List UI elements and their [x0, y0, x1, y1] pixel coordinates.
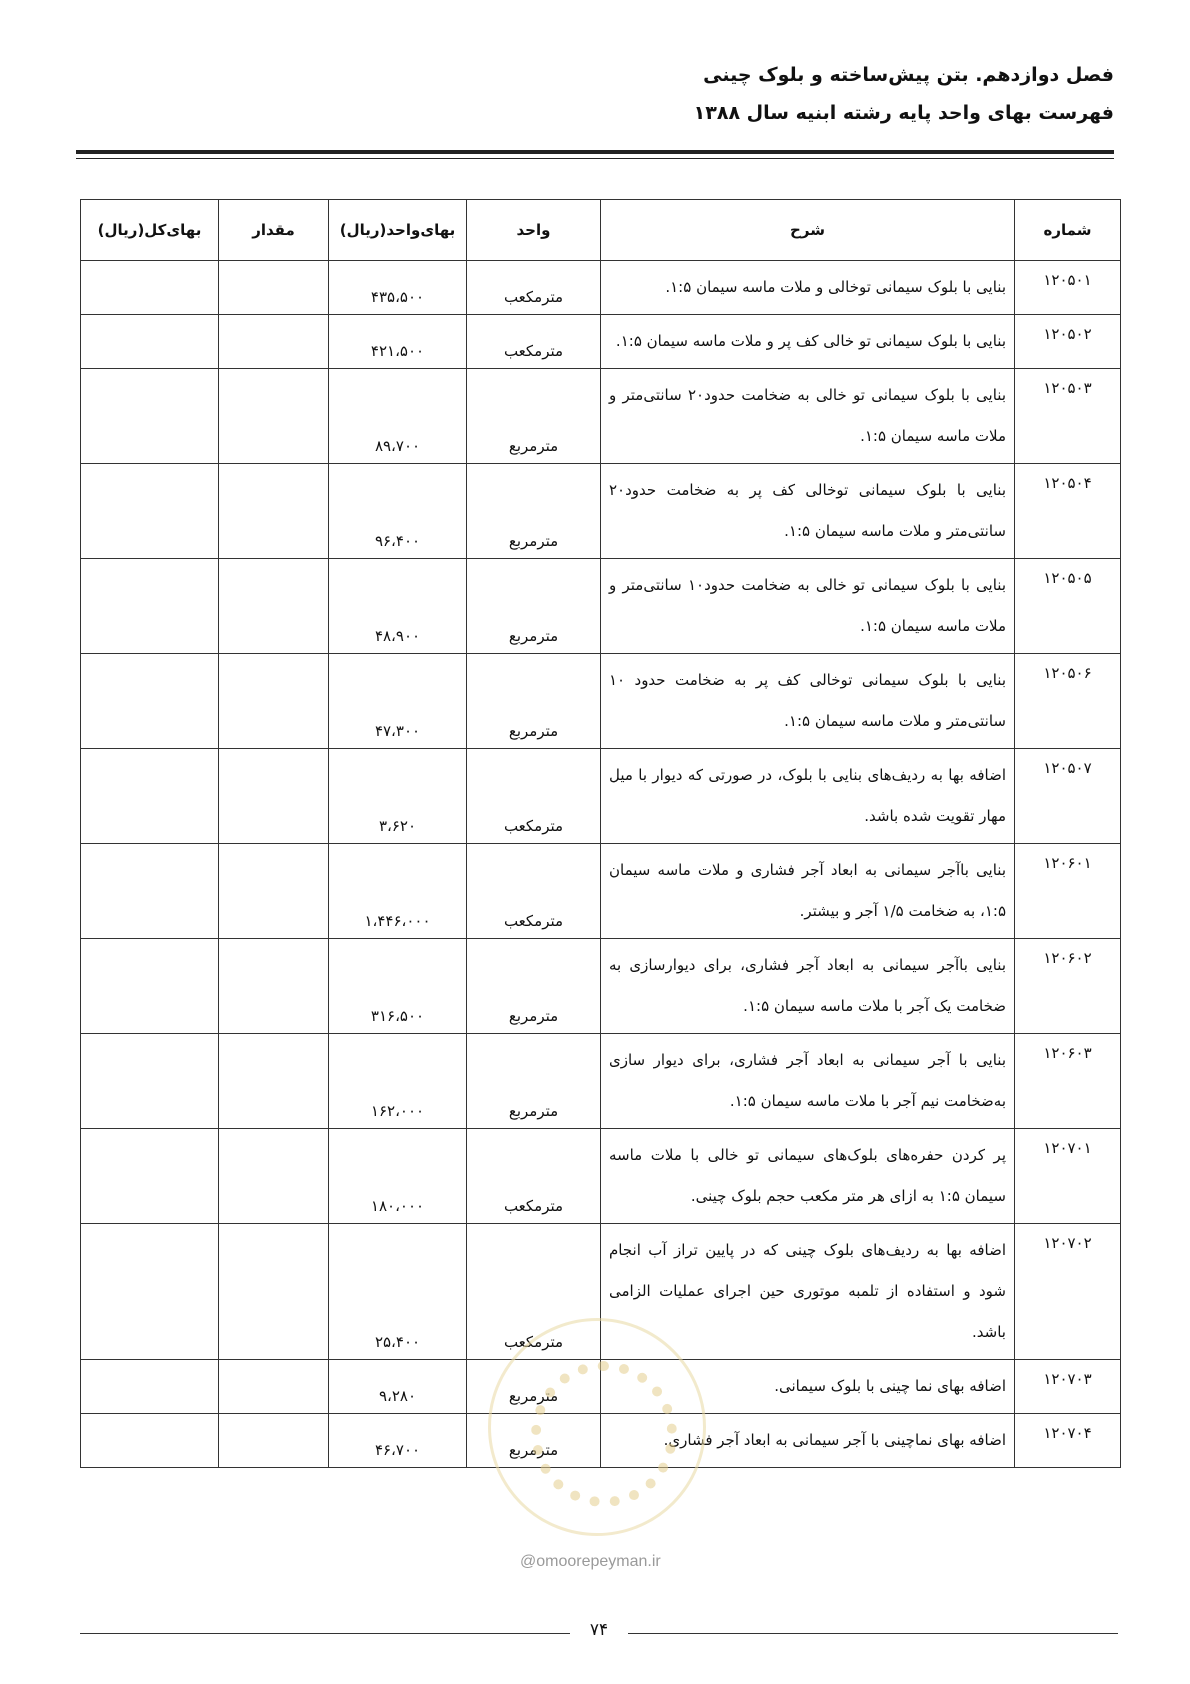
page-number: ۷۴: [589, 1620, 609, 1640]
item-unit: مترمکعب: [467, 261, 601, 315]
table-row: [81, 261, 1121, 315]
item-unit-price: ۲۵،۴۰۰: [329, 1224, 467, 1360]
item-total: [81, 1224, 219, 1360]
item-unit-price: ۴۳۵،۵۰۰: [329, 261, 467, 315]
item-description: اضافه بهای نما چینی با بلوک سیمانی.: [601, 1360, 1015, 1414]
table-row: [81, 1034, 1121, 1129]
table-row: [81, 369, 1121, 464]
item-total: [81, 749, 219, 844]
item-quantity: [219, 1360, 329, 1414]
item-description: بنایی با بلوک سیمانی توخالی کف پر به ضخامت حدود۲۰ سانتی‌متر و ملات ماسه سیمان ۱:۵.: [601, 464, 1015, 559]
item-quantity: [219, 261, 329, 315]
item-quantity: [219, 749, 329, 844]
item-total: [81, 1414, 219, 1468]
table-row: [81, 654, 1121, 749]
item-unit: مترمکعب: [467, 315, 601, 369]
item-code: ۱۲۰۵۰۱: [1015, 261, 1121, 315]
item-unit-price: ۴۷،۳۰۰: [329, 654, 467, 749]
item-unit: مترمکعب: [467, 1224, 601, 1360]
item-description: بنایی با بلوک سیمانی توخالی کف پر به ضخامت حدود ۱۰ سانتی‌متر و ملات ماسه سیمان ۱:۵.: [601, 654, 1015, 749]
item-quantity: [219, 939, 329, 1034]
item-unit-price: ۱،۴۴۶،۰۰۰: [329, 844, 467, 939]
item-total: [81, 1360, 219, 1414]
item-unit-price: ۹،۲۸۰: [329, 1360, 467, 1414]
item-description: بنایی با بلوک سیمانی توخالی و ملات ماسه سیمان ۱:۵.: [601, 261, 1015, 315]
table-row: [81, 939, 1121, 1034]
item-total: [81, 369, 219, 464]
item-description: بنایی با بلوک سیمانی تو خالی به ضخامت حدود۱۰ سانتی‌متر و ملات ماسه سیمان ۱:۵.: [601, 559, 1015, 654]
footer-rule-left: [80, 1633, 570, 1634]
item-description: بنایی باآجر سیمانی به ابعاد آجر فشاری، برای دیوارسازی به ضخامت یک آجر با ملات ماسه سیمان ۱:۵.: [601, 939, 1015, 1034]
item-quantity: [219, 844, 329, 939]
item-quantity: [219, 464, 329, 559]
item-description: پر کردن حفره‌های بلوک‌های سیمانی تو خالی با ملات ماسه سیمان ۱:۵ به ازای هر متر مکعب حجم بلوک چینی.: [601, 1129, 1015, 1224]
item-total: [81, 559, 219, 654]
item-unit-price: ۱۶۲،۰۰۰: [329, 1034, 467, 1129]
item-description: اضافه بها به ردیف‌های بنایی با بلوک، در صورتی که دیوار با میل مهار تقویت شده باشد.: [601, 749, 1015, 844]
item-unit: مترمکعب: [467, 1129, 601, 1224]
watermark-site-text: @omoorepeyman.ir: [520, 1553, 661, 1570]
header-rule-thin: [76, 158, 1114, 159]
table-row: [81, 749, 1121, 844]
item-description: بنایی با آجر سیمانی به ابعاد آجر فشاری، برای دیوار سازی به‌ضخامت نیم آجر با ملات ماسه سیمان ۱:۵.: [601, 1034, 1015, 1129]
item-code: ۱۲۰۶۰۲: [1015, 939, 1121, 1034]
price-list-table: [80, 199, 1121, 1468]
item-unit: مترمربع: [467, 1360, 601, 1414]
item-description: اضافه بهای نماچینی با آجر سیمانی به ابعاد آجر فشاری.: [601, 1414, 1015, 1468]
item-code: ۱۲۰۷۰۴: [1015, 1414, 1121, 1468]
page-header: [76, 58, 1114, 136]
item-description: بنایی با بلوک سیمانی تو خالی به ضخامت حدود۲۰ سانتی‌متر و ملات ماسه سیمان ۱:۵.: [601, 369, 1015, 464]
item-quantity: [219, 1034, 329, 1129]
column-header-quantity: مقدار: [219, 200, 329, 261]
item-unit: مترمربع: [467, 559, 601, 654]
item-quantity: [219, 1129, 329, 1224]
column-header-total-price: بهای‌کل(ریال): [81, 200, 219, 261]
table-header-row: [81, 200, 1121, 261]
item-quantity: [219, 315, 329, 369]
item-total: [81, 844, 219, 939]
item-code: ۱۲۰۵۰۴: [1015, 464, 1121, 559]
table-row: [81, 1129, 1121, 1224]
item-unit: مترمکعب: [467, 844, 601, 939]
item-quantity: [219, 654, 329, 749]
column-header-unit: واحد: [467, 200, 601, 261]
item-unit-price: ۳،۶۲۰: [329, 749, 467, 844]
item-unit-price: ۴۸،۹۰۰: [329, 559, 467, 654]
item-unit: مترمربع: [467, 369, 601, 464]
item-description: بنایی با بلوک سیمانی تو خالی کف پر و ملات ماسه سیمان ۱:۵.: [601, 315, 1015, 369]
item-total: [81, 654, 219, 749]
item-code: ۱۲۰۵۰۶: [1015, 654, 1121, 749]
item-quantity: [219, 369, 329, 464]
item-description: اضافه بها به ردیف‌های بلوک چینی که در پایین تراز آب انجام شود و استفاده از تلمبه موتوری حین اجرای عملیات الزامی باشد.: [601, 1224, 1015, 1360]
item-total: [81, 261, 219, 315]
item-unit: مترمربع: [467, 464, 601, 559]
item-unit-price: ۸۹،۷۰۰: [329, 369, 467, 464]
item-code: ۱۲۰۵۰۵: [1015, 559, 1121, 654]
item-unit-price: ۴۶،۷۰۰: [329, 1414, 467, 1468]
item-code: ۱۲۰۷۰۱: [1015, 1129, 1121, 1224]
item-unit: مترمربع: [467, 1414, 601, 1468]
column-header-description: شرح: [601, 200, 1015, 261]
item-unit-price: ۱۸۰،۰۰۰: [329, 1129, 467, 1224]
item-code: ۱۲۰۷۰۳: [1015, 1360, 1121, 1414]
table-row: [81, 844, 1121, 939]
item-unit-price: ۹۶،۴۰۰: [329, 464, 467, 559]
item-quantity: [219, 1414, 329, 1468]
table-row: [81, 464, 1121, 559]
item-unit: مترمربع: [467, 939, 601, 1034]
footer-rule-right: [628, 1633, 1118, 1634]
item-code: ۱۲۰۶۰۱: [1015, 844, 1121, 939]
item-total: [81, 939, 219, 1034]
item-total: [81, 1129, 219, 1224]
item-code: ۱۲۰۵۰۳: [1015, 369, 1121, 464]
item-unit: مترمربع: [467, 1034, 601, 1129]
item-code: ۱۲۰۵۰۷: [1015, 749, 1121, 844]
item-total: [81, 464, 219, 559]
table-row: [81, 559, 1121, 654]
header-rule-thick: [76, 150, 1114, 154]
item-quantity: [219, 559, 329, 654]
item-code: ۱۲۰۷۰۲: [1015, 1224, 1121, 1360]
item-unit: مترمکعب: [467, 749, 601, 844]
item-quantity: [219, 1224, 329, 1360]
document-subtitle: فهرست بهای واحد پایه رشته ابنیه سال ۱۳۸۸: [693, 102, 1114, 124]
item-total: [81, 1034, 219, 1129]
table-row: [81, 315, 1121, 369]
item-unit: مترمربع: [467, 654, 601, 749]
item-code: ۱۲۰۶۰۳: [1015, 1034, 1121, 1129]
column-header-unit-price: بهای‌واحد(ریال): [329, 200, 467, 261]
column-header-code: شماره: [1015, 200, 1121, 261]
watermark-seal: [488, 1318, 706, 1536]
item-description: بنایی باآجر سیمانی به ابعاد آجر فشاری و ملات ماسه سیمان ۱:۵، به ضخامت ۱/۵ آجر و بیشتر.: [601, 844, 1015, 939]
item-code: ۱۲۰۵۰۲: [1015, 315, 1121, 369]
chapter-title: فصل دوازدهم. بتن پیش‌ساخته و بلوک چینی: [703, 64, 1114, 86]
item-unit-price: ۳۱۶،۵۰۰: [329, 939, 467, 1034]
item-unit-price: ۴۲۱،۵۰۰: [329, 315, 467, 369]
item-total: [81, 315, 219, 369]
